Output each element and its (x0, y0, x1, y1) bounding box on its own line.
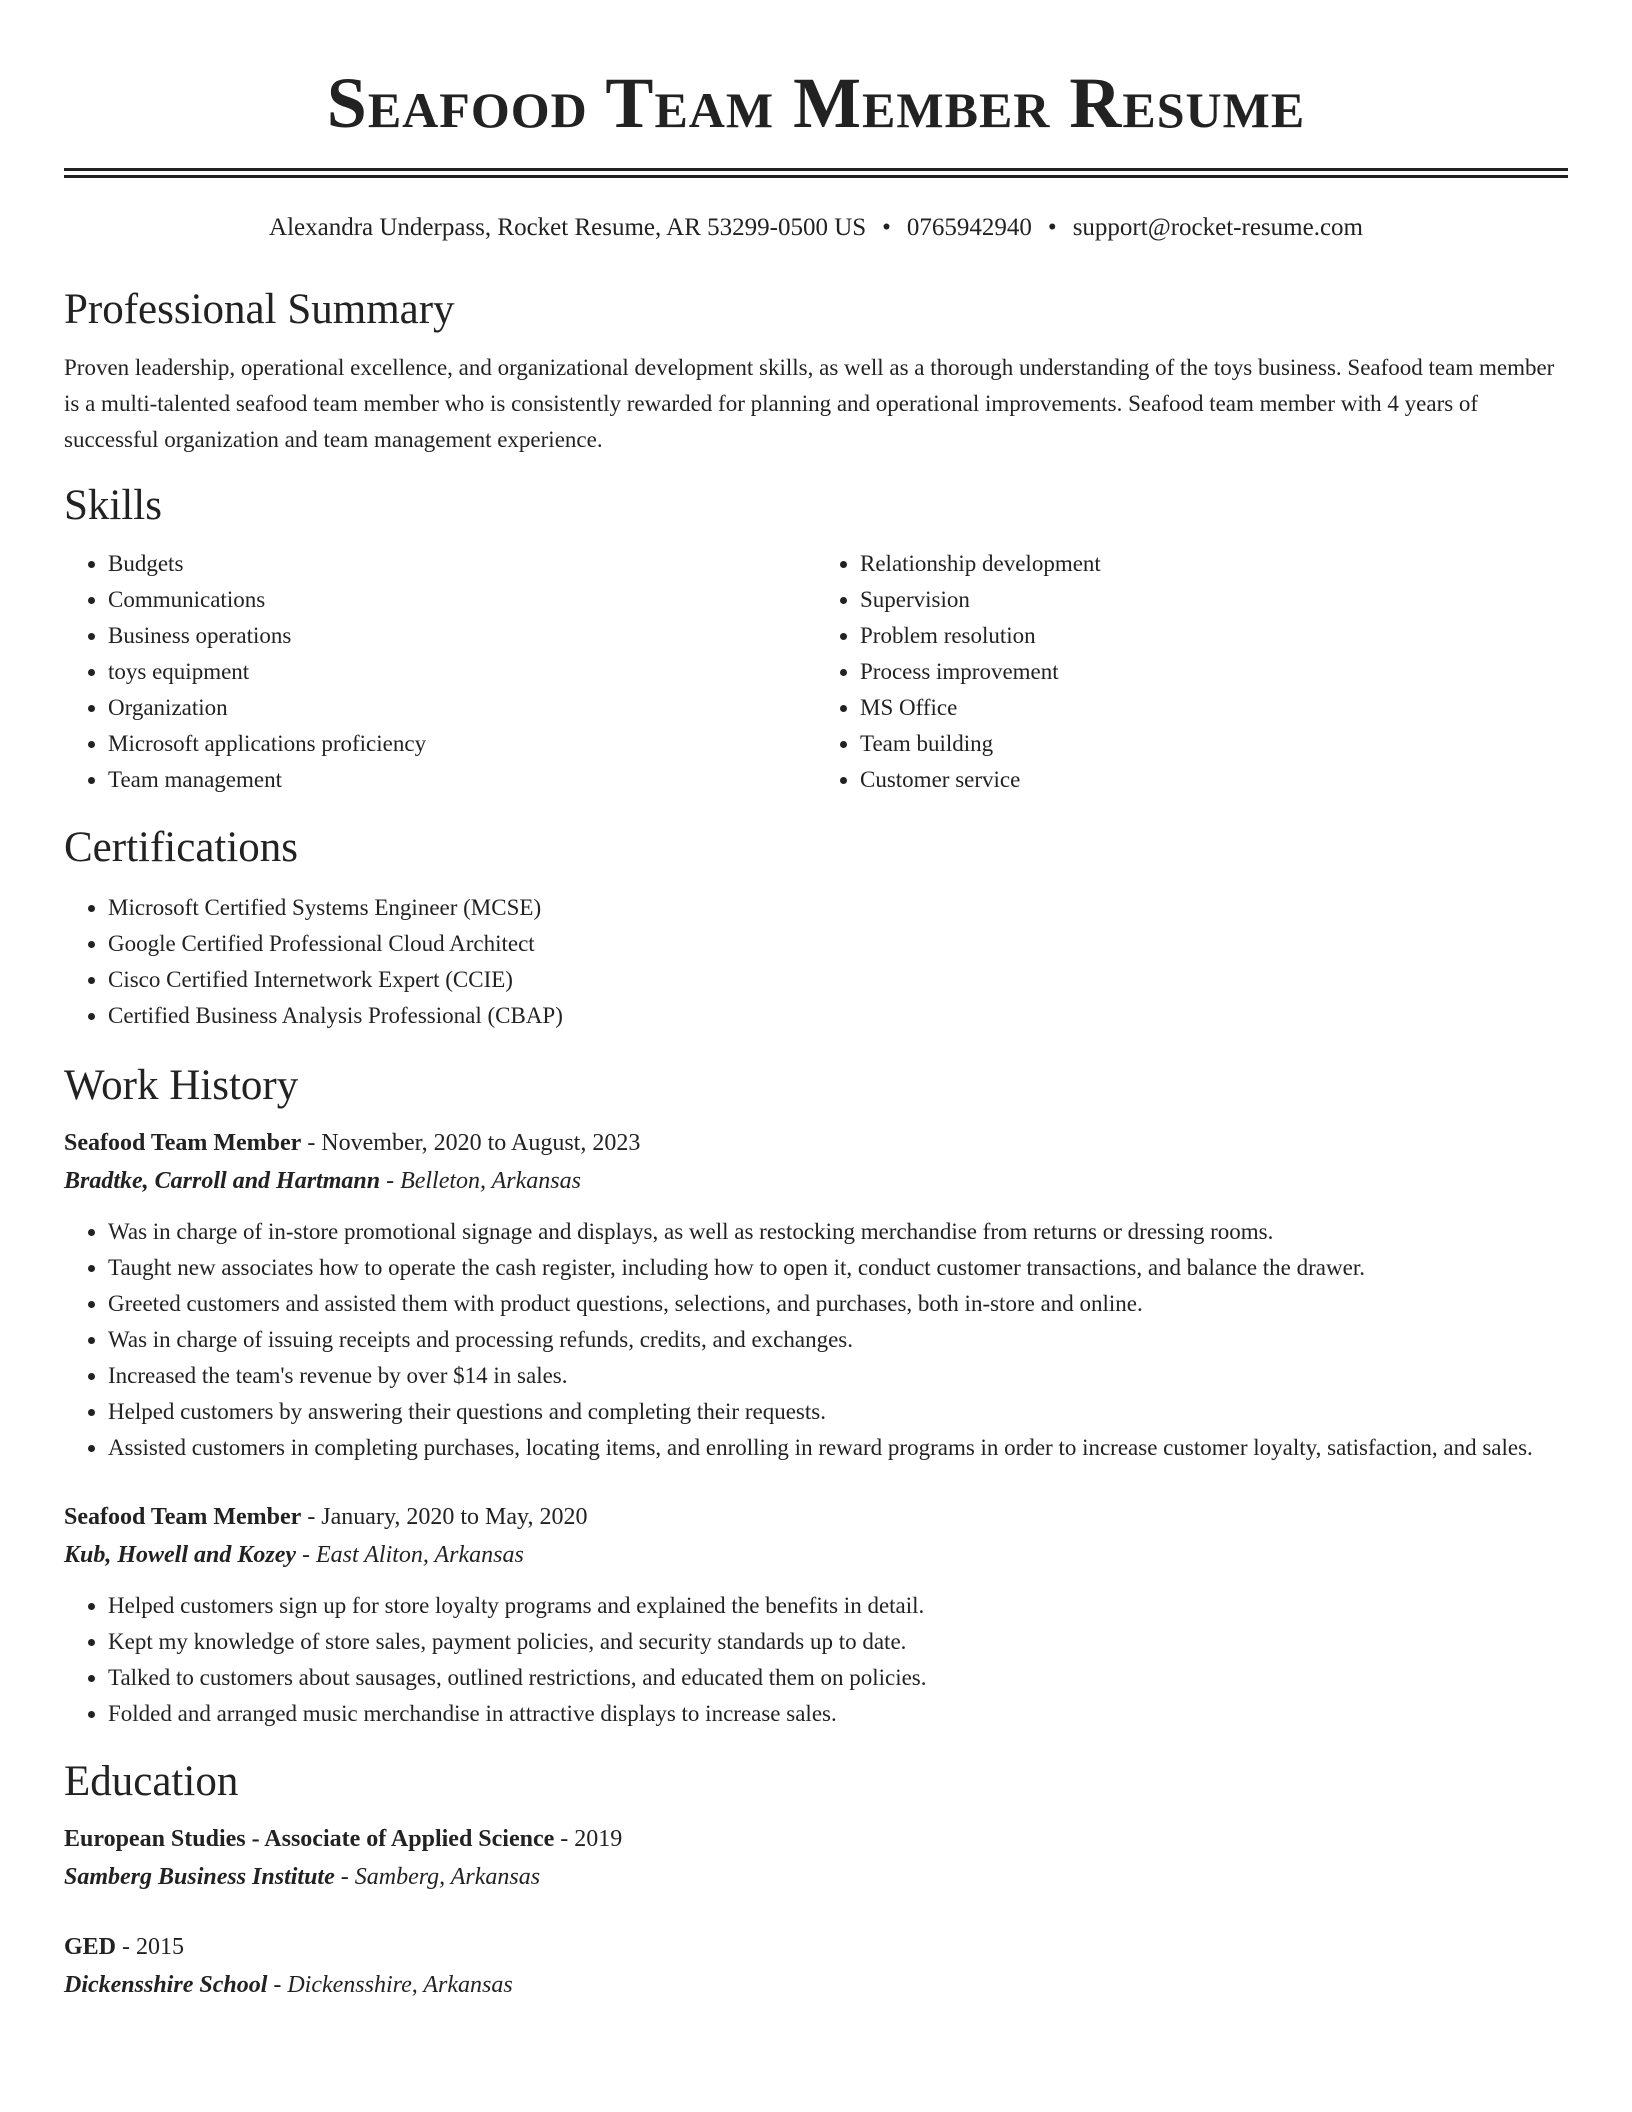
job-entry (64, 1498, 1568, 1732)
job-company: Kub, Howell and Kozey (64, 1542, 297, 1568)
job-bullet: • Increased the team's revenue by over $14 in sales. (108, 1358, 1568, 1394)
job-location: - East Aliton, Arkansas (296, 1542, 524, 1568)
education-location: - Dickensshire, Arkansas (267, 1972, 513, 1998)
education-school: Dickensshire School (64, 1972, 268, 1998)
job-bullet: • Was in charge of in-store promotional signage and displays, as well as restocking merchandise from returns or dressing rooms. (108, 1214, 1568, 1250)
education-year: - 2015 (116, 1934, 185, 1960)
job-bullet: • Helped customers sign up for store loyalty programs and explained the benefits in detail. (108, 1588, 1568, 1624)
job-bullet: • Folded and arranged music merchandise in attractive displays to increase sales. (108, 1696, 1568, 1732)
skill-item: • Team management (108, 762, 816, 798)
job-bullet: • Talked to customers about sausages, outlined restrictions, and educated them on policies. (108, 1660, 1568, 1696)
work-history-heading: Work History (64, 1062, 299, 1109)
job-header (64, 1124, 1568, 1162)
skill-item: • Communications (108, 582, 816, 618)
contact-email: support@rocket-resume.com (1072, 214, 1363, 241)
resume-title: Seafood Team Member Resume (326, 63, 1306, 143)
job-dates: - January, 2020 to May, 2020 (301, 1504, 588, 1530)
job-bullets (64, 1588, 1568, 1732)
education-entry (64, 1928, 1568, 2004)
contact-address: Alexandra Underpass, Rocket Resume, AR 53299-0500 US (269, 214, 867, 241)
job-bullet: • Assisted customers in completing purchases, locating items, and enrolling in reward programs in order to increase customer loyalty, satisfaction, and sales. (108, 1430, 1568, 1466)
job-company: Bradtke, Carroll and Hartmann (64, 1168, 381, 1194)
certification-item: • Certified Business Analysis Professional (CBAP) (108, 998, 1568, 1034)
skill-item: • Customer service (860, 762, 1568, 798)
education-entry (64, 1820, 1568, 1896)
contact-line (64, 212, 1568, 244)
skill-item: • Supervision (860, 582, 1568, 618)
skills-list-right (816, 546, 1568, 798)
skill-item: • Organization (108, 690, 816, 726)
certifications-list (64, 890, 1568, 1034)
certification-item: • Google Certified Professional Cloud Architect (108, 926, 1568, 962)
contact-phone: 0765942940 (906, 214, 1032, 241)
education-year: - 2019 (554, 1826, 623, 1852)
education-location: - Samberg, Arkansas (334, 1864, 541, 1890)
certification-item: • Microsoft Certified Systems Engineer (MCSE) (108, 890, 1568, 926)
skills-list-left (64, 546, 816, 798)
education-header (64, 1928, 1568, 1966)
education-school-line (64, 1858, 1568, 1896)
education-degree: GED (64, 1934, 117, 1960)
job-bullet: • Greeted customers and assisted them with product questions, selections, and purchases, both in-store and online. (108, 1286, 1568, 1322)
job-bullet: • Was in charge of issuing receipts and processing refunds, credits, and exchanges. (108, 1322, 1568, 1358)
skill-item: • Relationship development (860, 546, 1568, 582)
job-bullet: • Kept my knowledge of store sales, payment policies, and security standards up to date. (108, 1624, 1568, 1660)
summary-heading: Professional Summary (64, 286, 455, 333)
contact-separator: • (882, 214, 891, 241)
skills-heading: Skills (64, 482, 162, 529)
skill-item: • MS Office (860, 690, 1568, 726)
job-bullet: • Helped customers by answering their questions and completing their requests. (108, 1394, 1568, 1430)
skill-item: • Process improvement (860, 654, 1568, 690)
education-school: Samberg Business Institute (64, 1864, 335, 1890)
job-location: - Belleton, Arkansas (380, 1168, 581, 1194)
skill-item: • Business operations (108, 618, 816, 654)
job-dates: - November, 2020 to August, 2023 (301, 1130, 641, 1156)
education-header (64, 1820, 1568, 1858)
job-title: Seafood Team Member (64, 1504, 302, 1530)
job-entry (64, 1124, 1568, 1466)
contact-separator: • (1047, 214, 1057, 241)
education-degree: European Studies - Associate of Applied Science (64, 1826, 555, 1852)
certifications-heading: Certifications (64, 824, 299, 871)
skill-item: • Problem resolution (860, 618, 1568, 654)
skills-columns (64, 546, 1568, 798)
education-school-line (64, 1966, 1568, 2004)
skill-item: • toys equipment (108, 654, 816, 690)
job-bullet: • Taught new associates how to operate the cash register, including how to open it, conduct customer transactions, and balance the drawer. (108, 1250, 1568, 1286)
job-header (64, 1498, 1568, 1536)
summary-text: Proven leadership, operational excellence, and organizational development skills, as well as a thorough understanding of the toys business. Seafood team member is a multi-talented seafood team member who is consistently rewarded for planning and operational improvements. Seafood team member with 4 years of successful organization and team management experience. (64, 355, 1555, 452)
certification-item: • Cisco Certified Internetwork Expert (CCIE) (108, 962, 1568, 998)
skill-item: • Team building (860, 726, 1568, 762)
job-bullets (64, 1214, 1568, 1466)
skill-item: • Budgets (108, 546, 816, 582)
skill-item: • Microsoft applications proficiency (108, 726, 816, 762)
job-employer (64, 1162, 1568, 1200)
education-heading: Education (64, 1758, 239, 1805)
title-double-rule (64, 168, 1568, 178)
job-employer (64, 1536, 1568, 1574)
job-title: Seafood Team Member (64, 1130, 302, 1156)
